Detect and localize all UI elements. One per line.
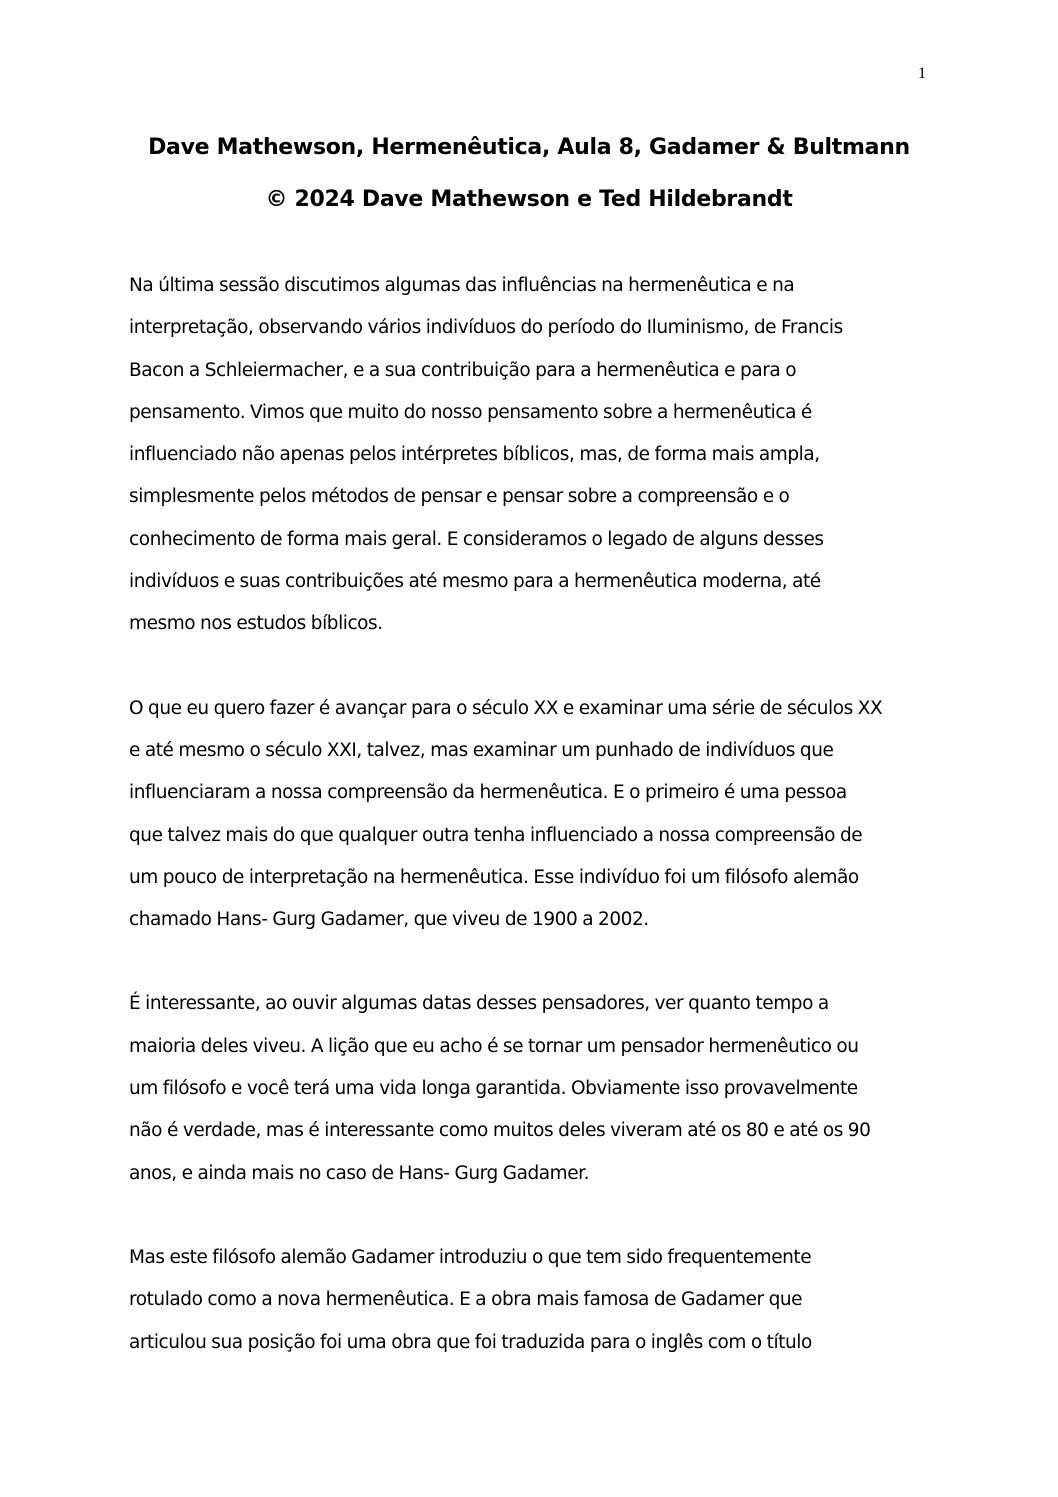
text-line: indivíduos e suas contribuições até mesmo para a hermenêutica moderna, até <box>129 571 821 593</box>
text-line: interpretação, observando vários indivíduos do período do Iluminismo, de Francis <box>129 317 843 339</box>
text-line: anos, e ainda mais no caso de Hans- Gurg Gadamer. <box>129 1162 590 1184</box>
text-line: conhecimento de forma mais geral. E consideramos o legado de alguns desses <box>129 528 824 550</box>
paragraph-2 <box>129 688 929 942</box>
title-line-1: Dave Mathewson, Hermenêutica, Aula 8, Gadamer & Bultmann <box>148 135 910 160</box>
text-line: um pouco de interpretação na hermenêutica. Esse indivíduo foi um filósofo alemão <box>129 866 859 888</box>
text-line: rotulado como a nova hermenêutica. E a obra mais famosa de Gadamer que <box>129 1289 803 1311</box>
paragraph-4 <box>129 1237 929 1364</box>
title-line-2: © 2024 Dave Mathewson e Ted Hildebrandt <box>265 187 793 212</box>
text-line: Na última sessão discutimos algumas das influências na hermenêutica e na <box>129 275 795 296</box>
text-line: não é verdade, mas é interessante como muitos deles viveram até os 80 e até os 90 <box>129 1120 871 1142</box>
page-number: 1 <box>918 65 926 82</box>
paragraph-1 <box>129 265 929 646</box>
paragraph-3 <box>129 983 929 1194</box>
text-line: e até mesmo o século XXI, talvez, mas examinar um punhado de indivíduos que <box>129 739 834 761</box>
text-line: maioria deles viveu. A lição que eu acho é se tornar um pensador hermenêutico ou <box>129 1035 859 1057</box>
text-line: chamado Hans- Gurg Gadamer, que viveu de 1900 a 2002. <box>129 909 649 931</box>
text-line: influenciaram a nossa compreensão da hermenêutica. E o primeiro é uma pessoa <box>129 782 847 804</box>
text-line: influenciado não apenas pelos intérpretes bíblicos, mas, de forma mais ampla, <box>129 444 820 466</box>
text-line: Mas este filósofo alemão Gadamer introduziu o que tem sido frequentemente <box>129 1246 812 1268</box>
text-line: mesmo nos estudos bíblicos. <box>129 613 383 635</box>
text-line: O que eu quero fazer é avançar para o século XX e examinar uma série de séculos XX <box>129 697 883 719</box>
document-title <box>0 122 1058 226</box>
text-line: Bacon a Schleiermacher, e a sua contribuição para a hermenêutica e para o <box>129 359 797 381</box>
text-line: articulou sua posição foi uma obra que foi traduzida para o inglês com o título <box>129 1331 812 1353</box>
document-body <box>129 265 929 1406</box>
text-line: simplesmente pelos métodos de pensar e pensar sobre a compreensão e o <box>129 486 790 508</box>
text-line: pensamento. Vimos que muito do nosso pensamento sobre a hermenêutica é <box>129 401 812 423</box>
text-line: um filósofo e você terá uma vida longa garantida. Obviamente isso provavelmente <box>129 1078 858 1100</box>
text-line: É interessante, ao ouvir algumas datas desses pensadores, ver quanto tempo a <box>129 993 829 1015</box>
text-line: que talvez mais do que qualquer outra tenha influenciado a nossa compreensão de <box>129 824 863 846</box>
